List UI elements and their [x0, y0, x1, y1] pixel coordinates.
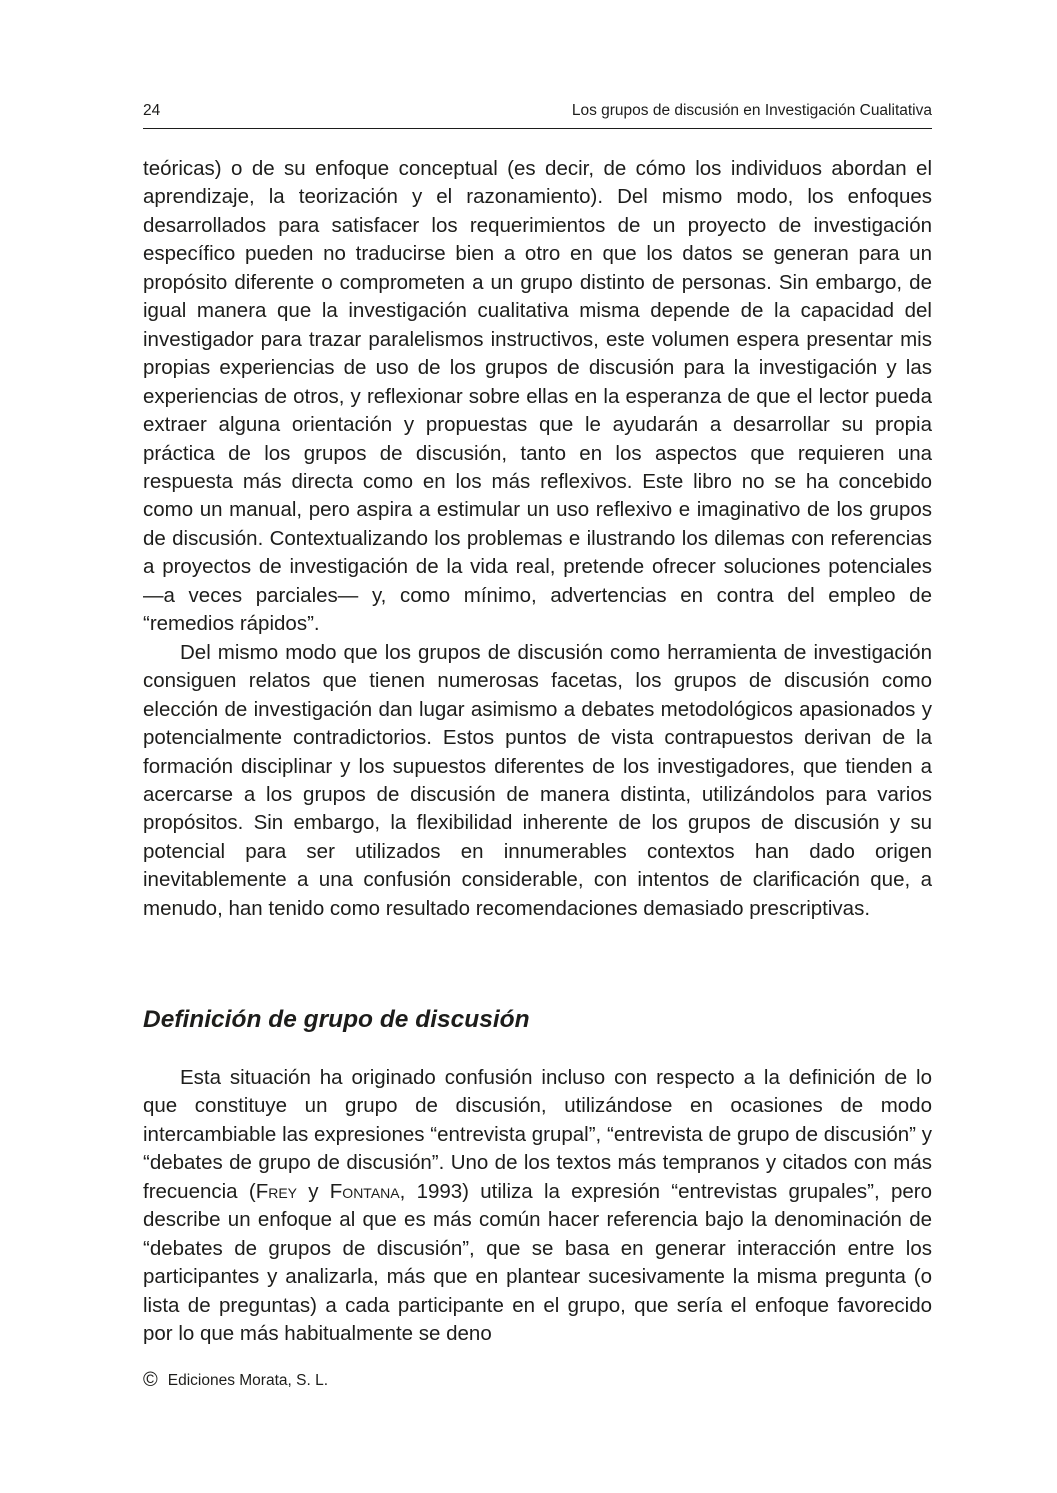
section-text-after-citation: , 1993) utiliza la expresión “entrevistas grupales”, pero describe un enfoque al que es más común hacer referencia bajo la denominación de “debates de grupos de discusión”, que se basa en generar interacción entre los participantes y analizarla, más que en plantear sucesivamente la misma pregunta (o lista de preguntas) a cada participante en el grupo, que sería el enfoque favorecido por lo que más habitualmente se deno [143, 1179, 932, 1346]
running-title: Los grupos de discusión en Investigación Cualitativa [571, 102, 932, 119]
section-paragraph [143, 1064, 932, 1349]
page-number: 24 [143, 102, 161, 119]
citation-conjunction: y [297, 1179, 330, 1203]
citation-author: Frey [255, 1179, 297, 1203]
section-heading: Definición de grupo de discusión [143, 1006, 530, 1033]
section-text-before-citation: Esta situación ha originado confusión incluso con respecto a la definición de lo que constituye un grupo de discusión, utilizándose en ocasiones de modo intercambiable las expresiones “entrevista grupal”, “entrevista de grupo de discusión” y “debates de grupo de discusión”. Uno de los textos más tempranos y citados con más frecuencia ( [143, 1066, 932, 1203]
section-text [143, 1064, 932, 1349]
publisher-name: Ediciones Morata, S. L. [167, 1372, 328, 1389]
paragraph-continued: teóricas) o de su enfoque conceptual (es decir, de cómo los individuos abordan el aprendizaje, la teorización y el razonamiento). Del mismo modo, los enfoques desarrollados para satisfacer los requerimientos de un proyecto de investigación específico pueden no traducirse bien a otro en que los datos se generan para un propósito diferente o comprometen a un grupo distinto de personas. Sin embargo, de igual manera que la investigación cualitativa misma depende de la capacidad del investigador para trazar paralelismos instructivos, este volumen espera presentar mis propias experiencias de uso de los grupos de discusión para la investigación y las experiencias de otros, y reflexionar sobre ellas en la esperanza de que el lector pueda extraer alguna orientación y propuestas que le ayudarán a desarrollar su propia práctica de los grupos de discusión, tanto en los aspectos que requieren una respuesta más directa como en los más reflexivos. Este libro no se ha concebido como un manual, pero aspira a estimular un uso reflexivo e imaginativo de los grupos de discusión. Contextualizando los problemas e ilustrando los dilemas con referencias a proyectos de investigación de la vida real, pretende ofrecer soluciones potenciales —a veces parciales— y, como mínimo, advertencias en contra del empleo de “remedios rápidos”. [143, 157, 932, 636]
paragraph: Del mismo modo que los grupos de discusión como herramienta de investigación consiguen relatos que tienen numerosas facetas, los grupos de discusión como elección de investigación dan lugar asimismo a debates metodológicos apasionados y potencialmente contradictorios. Estos puntos de vista contrapuestos derivan de la formación disciplinar y los supuestos diferentes de los investigadores, que tienden a acercarse a los grupos de discusión de manera distinta, utilizándolos para varios propósitos. Sin embargo, la flexibilidad inherente de los grupos de discusión y su potencial para ser utilizados en innumerables contextos han dado origen inevitablemente a una confusión considerable, con intentos de clarificación que, a menudo, han tenido como resultado recomendaciones demasiado prescriptivas. [143, 640, 932, 920]
copyright-icon: © [143, 1369, 158, 1391]
running-header [143, 100, 932, 129]
body-text [143, 155, 932, 923]
citation-author: Fontana [329, 1179, 400, 1203]
footer [143, 1368, 328, 1393]
